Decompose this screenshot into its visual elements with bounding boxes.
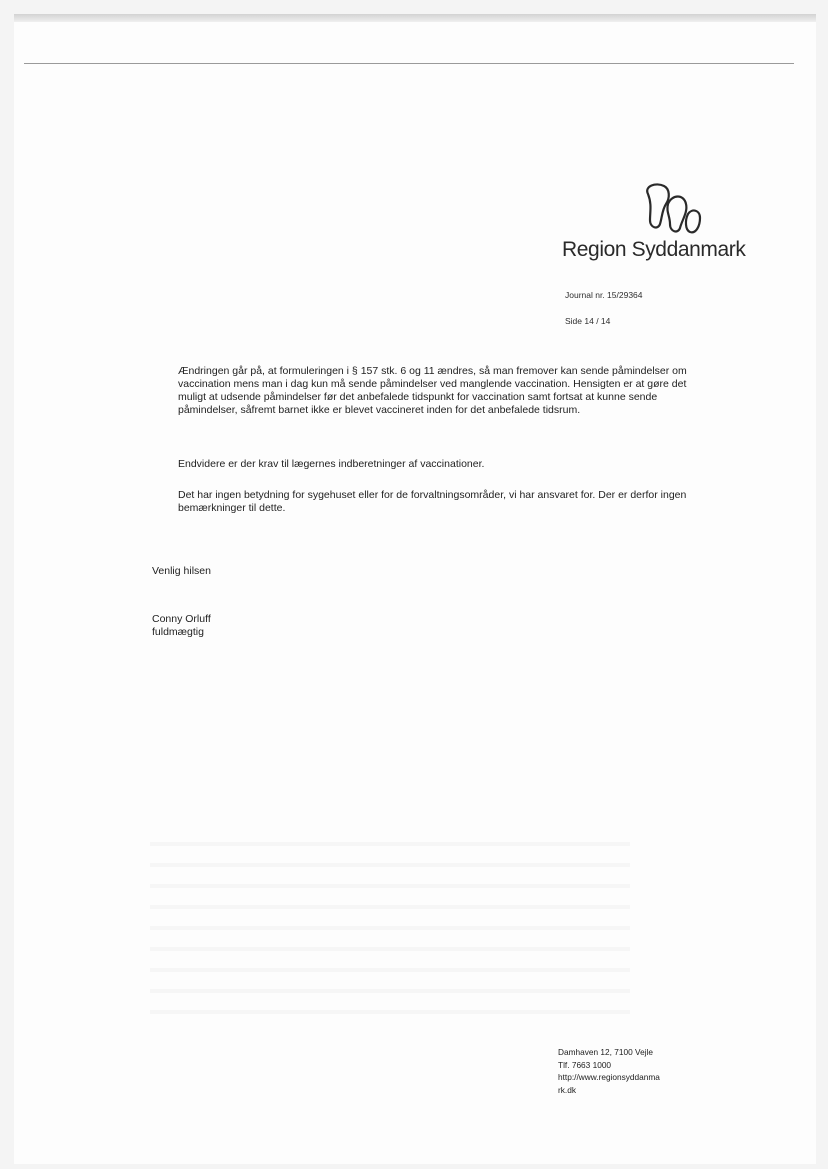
signer-title: fuldmægtig <box>152 626 204 638</box>
signature-block <box>152 613 211 639</box>
address-street: Damhaven 12, 7100 Vejle <box>558 1047 654 1057</box>
body-paragraph-1: Ændringen går på, at formuleringen i § 157 stk. 6 og 11 ændres, så man fremover kan sende påmindelser om vaccination mens man i dag kun må sende påmindelser ved manglende vaccination. Hensigten er at gøre det muligt at udsende påmindelser før det anbefalede tidspunkt for vaccination samt fortsat at kunne sende påmindelser, såfremt barnet ikke er blevet vaccineret inden for det anbefalede tidsrum. <box>178 365 687 416</box>
body-paragraph-2: Endvidere er der krav til lægernes indberetninger af vaccinationer. <box>178 458 485 470</box>
address-web-line-2: rk.dk <box>558 1084 576 1095</box>
scan-top-edge <box>14 14 816 22</box>
page-number: Side 14 / 14 <box>565 316 611 326</box>
footer-address <box>558 1046 688 1096</box>
journal-number: Journal nr. 15/29364 <box>565 290 643 300</box>
signer-name: Conny Orluff <box>152 613 211 625</box>
region-syddanmark-logo-icon <box>640 180 720 240</box>
body-paragraph-3: Det har ingen betydning for sygehuset eller for de forvaltningsområder, vi har ansvaret for. Der er derfor ingen bemærkninger til dette. <box>178 489 687 514</box>
address-phone: Tlf. 7663 1000 <box>558 1059 612 1070</box>
brand-name: Region Syddanmark <box>562 238 746 261</box>
closing-greeting: Venlig hilsen <box>152 565 211 577</box>
header-rule <box>24 63 794 64</box>
address-web-line-1: http://www.regionsyddanma <box>558 1072 660 1082</box>
bleed-through-text <box>150 825 630 1020</box>
